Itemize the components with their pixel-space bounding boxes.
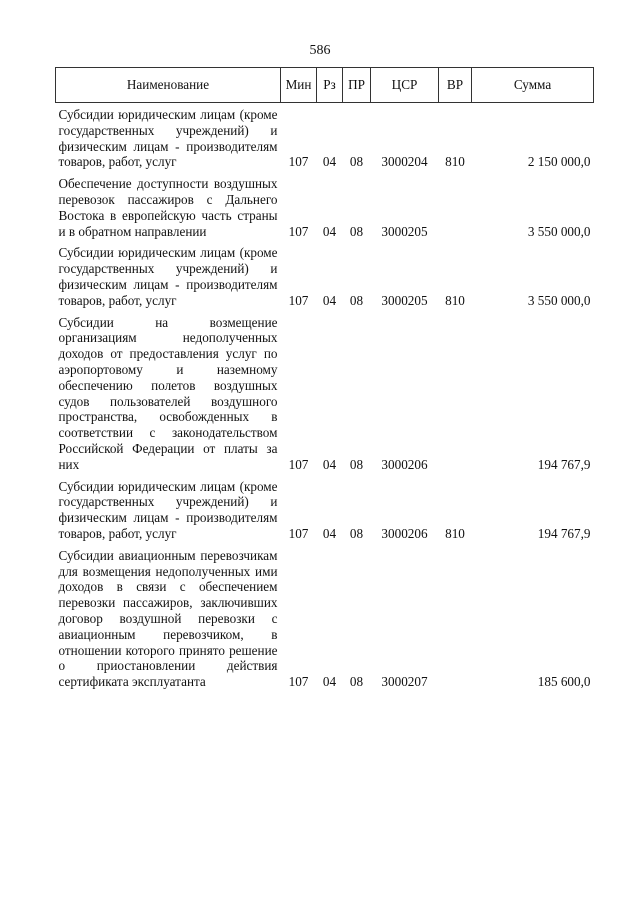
header-name: Наименование [56,68,281,103]
row-name: Субсидии юридическим лицам (кроме государственных учреждений) и физическим лицам - производителям товаров, работ, услуг [58,245,278,308]
header-min: Мин [281,68,317,103]
row-sum: 3 550 000,0 [527,292,591,308]
row-pr: 08 [349,674,364,690]
row-vr: 810 [445,154,465,170]
row-name: Субсидии авиационным перевозчикам для возмещения недополученных ими доходов в связи с обеспечением перевозки пассажиров, заключивших договор воздушной перевозки с авиационным перевозчиком, в отношении которого принято решение о приостановлении действия сертификата эксплуатанта [58,547,278,690]
row-csr: 3000205 [381,292,428,308]
table-row [56,311,594,475]
row-min: 107 [288,674,309,690]
row-sum: 185 600,0 [537,674,591,690]
row-rz: 04 [322,223,337,239]
row-sum: 194 767,9 [537,456,591,472]
row-rz: 04 [322,525,337,541]
header-pr: ПР [343,68,371,103]
header-row [56,68,594,103]
header-vr: ВР [439,68,472,103]
row-vr: 810 [445,525,465,541]
row-min: 107 [288,456,309,472]
budget-table [55,67,594,692]
row-pr: 08 [349,525,364,541]
row-sum: 3 550 000,0 [527,223,591,239]
row-name: Субсидии юридическим лицам (кроме государственных учреждений) и физическим лицам - производителям товаров, работ, услуг [58,478,278,541]
row-csr: 3000204 [381,154,428,170]
row-pr: 08 [349,223,364,239]
row-min: 107 [288,154,309,170]
row-name: Обеспечение доступности воздушных перевозок пассажиров с Дальнего Востока в европейскую часть страны и в обратном направлении [58,176,278,239]
row-name: Субсидии на возмещение организациям недополученных доходов от предоставления услуг по аэропортовому и наземному обеспечению полетов воздушных судов пользователей воздушного пространства, освобожденных в соответствии с законодательством Российской Федерации от платы за них [58,314,278,472]
row-rz: 04 [322,456,337,472]
row-sum: 194 767,9 [537,525,591,541]
row-vr [439,544,472,692]
row-rz: 04 [322,674,337,690]
row-vr [439,311,472,475]
row-pr: 08 [349,154,364,170]
row-sum: 2 150 000,0 [527,154,591,170]
row-csr: 3000206 [381,525,428,541]
table-row [56,103,594,173]
row-rz: 04 [322,292,337,308]
row-min: 107 [288,292,309,308]
header-rz: Рз [317,68,343,103]
header-csr: ЦСР [371,68,439,103]
row-pr: 08 [349,456,364,472]
page-number: 586 [309,43,331,58]
row-csr: 3000205 [381,223,428,239]
row-name: Субсидии юридическим лицам (кроме государственных учреждений) и физическим лицам - производителям товаров, работ, услуг [58,107,278,170]
row-min: 107 [288,223,309,239]
row-rz: 04 [322,154,337,170]
row-csr: 3000207 [381,674,428,690]
row-min: 107 [288,525,309,541]
row-vr: 810 [445,292,465,308]
table-row [56,241,594,310]
row-vr [439,172,472,241]
row-pr: 08 [349,292,364,308]
table-row [56,544,594,692]
table-row [56,475,594,544]
header-sum: Сумма [472,68,594,103]
row-csr: 3000206 [381,456,428,472]
table-row [56,172,594,241]
